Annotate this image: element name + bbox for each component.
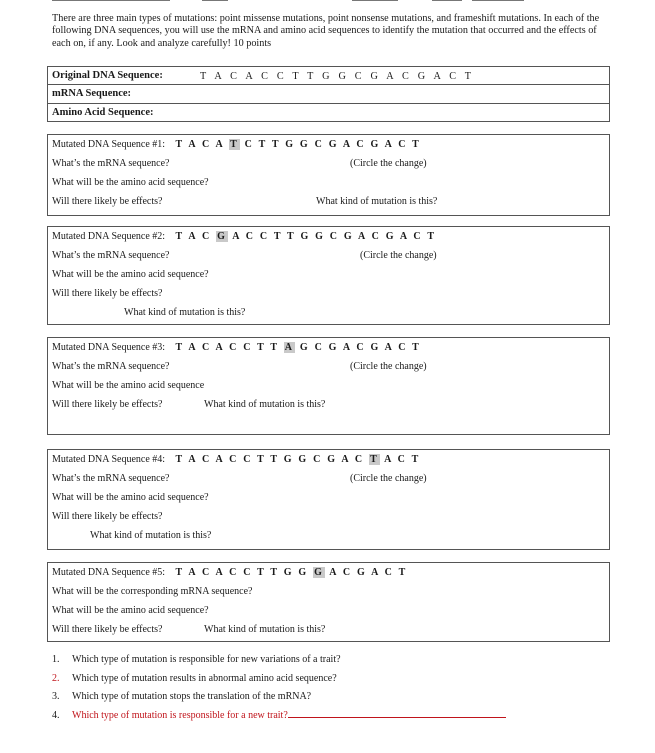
mutation-1-sequence: T A C A T C T T G G C G A C G A C T xyxy=(175,139,422,150)
followup-questions xyxy=(52,651,506,725)
mutation-5-mrna-question: What will be the corresponding mRNA sequence? xyxy=(52,586,253,597)
mutation-4-circle-hint: (Circle the change) xyxy=(350,473,427,484)
mutation-2-effects-question: Will there likely be effects? xyxy=(52,288,163,299)
mutation-1-changed-base: T xyxy=(230,139,239,150)
mutation-3-box xyxy=(47,337,610,435)
original-dna-sequence: T A C A C C T T G G C G A C G A C T xyxy=(200,71,475,82)
mutation-2-box xyxy=(47,226,610,325)
mutation-4-effects-question: Will there likely be effects? xyxy=(52,511,163,522)
mutation-3-amino-question: What will be the amino acid sequence xyxy=(52,380,205,391)
mutation-5-label: Mutated DNA Sequence #5: xyxy=(52,567,166,578)
question-4: 4. Which type of mutation is responsible for a new trait? xyxy=(52,707,506,726)
mutation-2-amino-question: What will be the amino acid sequence? xyxy=(52,269,209,280)
mutation-3-circle-hint: (Circle the change) xyxy=(350,361,427,372)
mutation-2-circle-hint: (Circle the change) xyxy=(360,250,437,261)
mutation-1-label: Mutated DNA Sequence #1: xyxy=(52,139,166,150)
mutation-2-sequence: T A C G A C C T T G G C G A C G A C T xyxy=(175,231,437,242)
mutation-3-mrna-question: What’s the mRNA sequence? xyxy=(52,361,170,372)
mutation-4-label: Mutated DNA Sequence #4: xyxy=(52,454,166,465)
mutation-4-box xyxy=(47,449,610,550)
original-sequence-box xyxy=(47,66,610,122)
mutation-2-changed-base: G xyxy=(217,231,228,242)
mutation-5-kind-question: What kind of mutation is this? xyxy=(204,624,326,635)
mutation-4-sequence: T A C A C C T T G G C G A C T A C T xyxy=(175,454,421,465)
header-rule xyxy=(52,0,597,2)
mutation-3-sequence: T A C A C C T T A G C G A C G A C T xyxy=(175,342,422,353)
question-2: 2. Which type of mutation results in abnormal amino acid sequence? xyxy=(52,672,337,684)
answer-blank[interactable] xyxy=(288,708,506,718)
mutation-2-kind-question: What kind of mutation is this? xyxy=(124,307,246,318)
mutation-1-mrna-question: What’s the mRNA sequence? xyxy=(52,158,170,169)
mutation-4-changed-base: T xyxy=(370,454,379,465)
mutation-5-amino-question: What will be the amino acid sequence? xyxy=(52,605,209,616)
mutation-1-box xyxy=(47,134,610,216)
mutation-2-mrna-question: What’s the mRNA sequence? xyxy=(52,250,170,261)
mutation-3-changed-base: A xyxy=(284,342,295,353)
mutation-5-changed-base: G xyxy=(314,567,325,578)
mutation-3-effects-question: Will there likely be effects? xyxy=(52,399,163,410)
mutation-3-label: Mutated DNA Sequence #3: xyxy=(52,342,166,353)
mutation-3-kind-question: What kind of mutation is this? xyxy=(204,399,326,410)
mutation-2-label: Mutated DNA Sequence #2: xyxy=(52,231,166,242)
mutation-5-effects-question: Will there likely be effects? xyxy=(52,624,163,635)
mutation-1-kind-question: What kind of mutation is this? xyxy=(316,196,438,207)
instructions-text: There are three main types of mutations: point missense mutations, point nonsense mutations, and frameshift mutations. In each of the following DNA sequences, you will use the mRNA and amino acid sequences to identify the mutation that occurred and the effects of each on, if any. Look and analyze carefully! 10 points xyxy=(52,13,600,49)
original-amino-label: Amino Acid Sequence: xyxy=(52,107,154,118)
question-1: 1. Which type of mutation is responsible for new variations of a trait? xyxy=(52,654,341,665)
question-3: 3. Which type of mutation stops the translation of the mRNA? xyxy=(52,691,312,703)
mutation-1-amino-question: What will be the amino acid sequence? xyxy=(52,177,209,188)
mutation-5-box xyxy=(47,562,610,642)
mutation-5-sequence: T A C A C C T T G G G A C G A C T xyxy=(175,567,408,578)
original-dna-label: Original DNA Sequence: xyxy=(52,70,163,81)
mutation-1-effects-question: Will there likely be effects? xyxy=(52,196,163,207)
mutation-4-amino-question: What will be the amino acid sequence? xyxy=(52,492,209,503)
mutation-4-mrna-question: What’s the mRNA sequence? xyxy=(52,473,170,484)
original-mrna-label: mRNA Sequence: xyxy=(52,88,132,99)
mutation-1-circle-hint: (Circle the change) xyxy=(350,158,427,169)
mutation-4-kind-question: What kind of mutation is this? xyxy=(90,530,212,541)
